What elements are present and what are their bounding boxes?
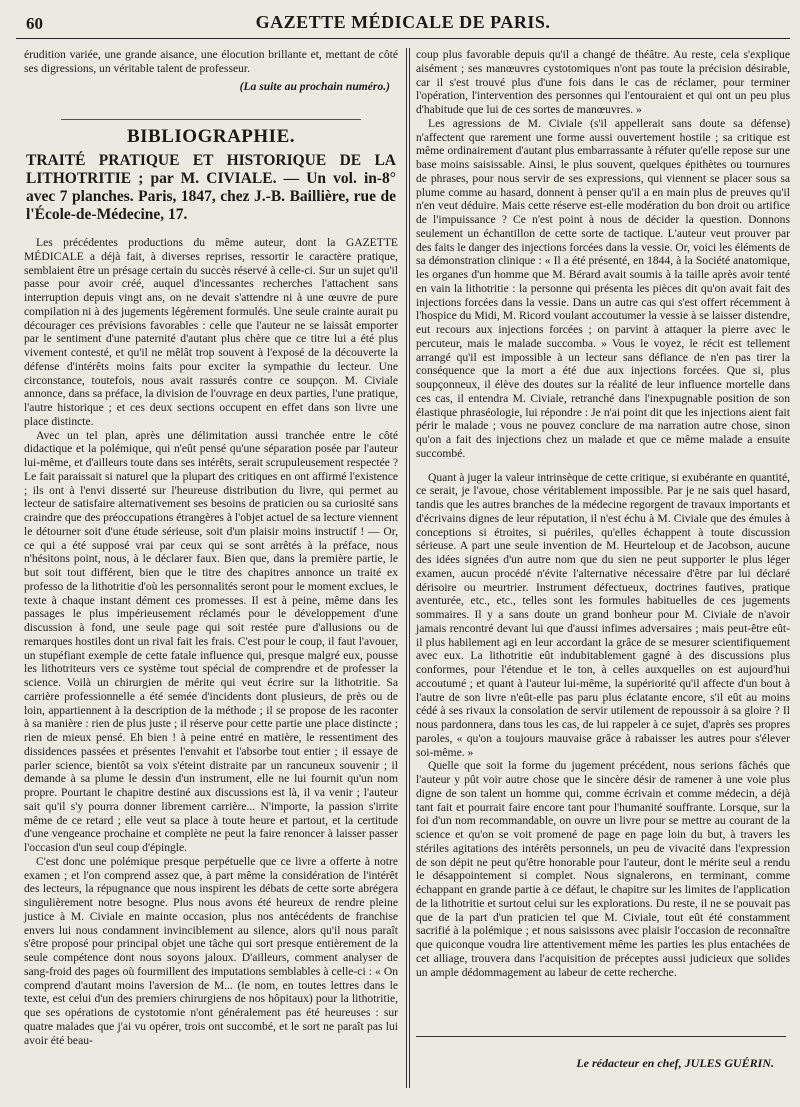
- masthead: [16, 8, 790, 39]
- editor-signature: Le rédacteur en chef, JULES GUÉRIN.: [576, 1056, 774, 1070]
- left-column: [24, 48, 398, 1047]
- review-paragraph-1: Les précédentes productions du même auteur, dont la GAZETTE MÉDICALE a déjà fait, à diverses reprises, ressortir le caractère pratique, semblaient être un présage certain du succès réservé à celle-ci. Sur un sujet qu'il passe pour avoir créé, auquel d'incessantes recherches l'attachent sans interruption depuis vingt ans, on ne devait s'attendre ni à une œuvre de pure compilation ni à des jugements légèrement formulés. Une seule crainte aurait pu décourager ces prévisions favorables : celle que l'auteur ne se laissât emporter par le sentiment d'une paternité d'autant plus chère que ce titre lui a été plus vivement contesté, et qu'il ne mêlât trop souvent à l'exposé de la découverte la défense d'intérêts moins faits pour exciter la sympathie du lecteur. Une circonstance, toutefois, nous avait rassurés contre ce soupçon. M. Civiale annonce, dans sa préface, la division de l'ouvrage en deux parties, l'une pratique, l'autre historique ; et ces deux sections occupent en effet dans son livre une place distincte.: [24, 236, 398, 428]
- publication-title: GAZETTE MÉDICALE DE PARIS.: [255, 12, 551, 32]
- review-paragraph-3: C'est donc une polémique presque perpétuelle que ce livre a offerte à notre examen ; et l'on comprend assez que, à part même la considération de l'intérêt des lecteurs, la répugnance que nous inspirent les débats de cette sorte abrégera singulièrement notre besogne. Plus nous avons été heureux de rendre pleine justice à M. Civiale en mainte occasion, plus nos antécédents de franchise envers lui nous condamnent invinciblement au silence, alors qu'il nous paraît s'être proposé pour principal objet une tâche qui sort presque entièrement de la seule compétence dont nous soyons jaloux. D'ailleurs, comment analyser de sang-froid des pages où fourmillent des imputations semblables à celle-ci : « On comprend d'autant moins l'aversion de M... (le nom, en toutes lettres dans le texte, est celui d'un des premiers chirurgiens de nos hôpitaux) pour la lithotritie, que ses opérations de cystotomie n'ont généralement pas été heureuses : sur quatre malades que j'ai vu opérer, trois ont succombé, et le sort ne paraît pas lui avoir été beau-: [24, 854, 398, 1047]
- signature-rule: [416, 1036, 786, 1037]
- book-reference: TRAITÉ PRATIQUE ET HISTORIQUE DE LA LITHOTRITIE ; par M. CIVIALE. — Un vol. in-8° avec 7 planches. Paris, 1847, chez J.-B. Baillière, rue de l'École-de-Médecine, 17.: [26, 152, 396, 223]
- column-divider: [406, 48, 410, 1088]
- continuation-note: (La suite au prochain numéro.): [239, 79, 390, 93]
- review-paragraph-2: Avec un tel plan, après une délimitation aussi tranchée entre le côté didactique et la polémique, qui n'eût pensé qu'une séparation posée par l'auteur lui-même, et d'ailleurs toute dans ses intérêts, serait scrupuleusement respectée ? Le fait paraissait si naturel que la plupart des critiques en ont affirmé l'existence ; ils ont à l'envi disserté sur l'heureuse distribution du livre, qui permet au lecteur de satisfaire alternativement ses besoins de praticien ou sa curiosité sans craindre que des préoccupations étrangères à l'objet actuel de sa lecture viennent le détourner soit d'une étude sérieuse, soit d'un plaisir moins instructif ! — Or, ce qui a été supposé vrai par ceux qui se sont arrêtés à la préface, nous n'hésitons point, nous, à le déclarer faux. Bien que, dans la première partie, le but soit tout différent, bien que le titre des chapitres annonce un traité ex professo de la lithotritie d'où les personnalités seront pour le moment exclues, le texte à chaque instant dément ces promesses. Il est à peine, même dans les passages le plus impérieusement réclamés pour le développement d'une discussion à fond, une seule page qui soit restée pure d'allusions ou de remarques hostiles dont un rival fait les frais. C'est pour le coup, il faut l'avouer, un stupéfiant exemple de cette fatale influence qui, presque malgré eux, pousse les lithotriteurs vers ce système tout spécial de comprendre et de professer la science. Voilà un chirurgien de mérite qui veut écrire sur la lithotritie. Sa carrière professionnelle a été semée d'incidents dont plusieurs, de près ou de loin, appartiennent à la description de la méthode ; il se propose de les raconter à sa manière : rien de plus juste ; il réserve pour cette partie une place distincte ; rien de mieux pensé. Eh bien ! à peine entré en matière, le ressentiment des dissidences passées et présentes l'envahit et l'absorbe tout entier ; il essaye de parler science, bientôt sa voix s'éteint distraite par un rancuneux souvenir ; il demande à sa plume le dessin d'un instrument, elle ne lui fournit qu'un nom propre. Pourtant le chapitre destiné aux discussions est là, il va venir ; l'auteur sait qu'il s'y pourra donner librement carrière... N'importe, la passion s'irrite même de ce retard ; elle veut sa place à toute heure et partout, et la certitude d'une vengeance prochaine et complète ne peut la faire renoncer à laisser passer l'occasion d'un seul coup d'épingle.: [24, 428, 398, 854]
- review-paragraph-7: Quelle que soit la forme du jugement précédent, nous serions fâchés que l'auteur y pût voir autre chose que le sincère désir de ramener à une voie plus digne de son talent un homme qui, comme écrivain et comme médecin, a déjà tant fait et pourrait faire encore tant pour l'humanité souffrante. Lorsque, sur la foi d'un nom recommandable, on ouvre un livre pour se mettre au courant de la science et qu'on se voit promené de page en page loin du but, à travers les stériles agitations des intérêts personnels, un peu de vivacité dans l'expression de son dépit ne peut qu'être honorable pour l'auteur, dont le mérite seul a rendu le désappointement si complet. Nous signalerons, en terminant, comme échappant en grande partie à ce défaut, le chapitre sur les limites de l'application de la lithotritie et surtout celui sur les explorations. Du reste, il ne se pouvait pas que de la part d'un praticien tel que M. Civiale, tout eût été constamment sacrifié à la polémique ; et nous saisissons avec plaisir l'occasion de reconnaître que quiconque voudra lire attentivement même les parties les plus entachées de cet alliage, trouvera dans l'acquisition de préceptes aussi judicieux que solides un ample dédommagement au labeur de cette recherche.: [416, 759, 790, 979]
- section-title: BIBLIOGRAPHIE.: [61, 119, 361, 144]
- right-column: [416, 48, 790, 979]
- paragraph-continued: érudition variée, une grande aisance, une élocution brillante et, mettant de côté ses digressions, un véritable talent de professeur.: [24, 48, 398, 75]
- page-number: 60: [26, 14, 43, 33]
- review-paragraph-5: Les agressions de M. Civiale (s'il appellerait sans doute sa défense) n'affectent que rarement une forme aussi ouvertement hostile ; sa critique est même ordinairement d'autant plus embarrassante à réfuter qu'elle repose sur une base moins saisissable. Ainsi, le plus souvent, quelques épithètes ou tournures de phrases, pour nous servir de ses expressions, qui viennent se placer sous sa plume comme au hasard, donnent à penser qu'il a en main plus de preuves qu'il n'en veut déduire. Mais cette réserve est-elle modération du bon droit ou artifice de l'impuissance ? Ce n'est point à nous de décider la question. Donnons seulement un échantillon de cette sorte de tactique. L'auteur veut prouver par des faits le danger des injections forcées dans la vessie. Or, voici les éléments de sa démonstration clinique : « Il a été présenté, en 1844, à la Société anatomique, les organes d'un homme que M. Bérard avait soumis à la taille après avoir tenté en vain la lithotritie : la personne qui présenta les pièces dit qu'on avait fait des injections forcées dans la vessie. Dans un autre cas qui s'est offert récemment à l'hospice du Midi, M. Ricord voulant accoutumer la vessie à se laisser distendre, eut recours aux injections forcées ; on parvint à attaquer la pierre avec le percuteur, mais le malade succomba. » Vous le voyez, le récit est tellement arrangé qu'il est impossible à un lecteur sans défiance de n'en pas tirer la conséquence que la mort a été due aux injections forcées. Que si, plus soupçonneux, il élève des doutes sur la réalité de leur influence mortelle dans ces cas, il entendra M. Civiale, retranché dans l'inexpugnable position de son élastique phraséologie, lui répondre : Je n'ai point dit que les injections aient fait périr le malade ; vous ne pouvez conclure de ma narration autre chose, sinon qu'on a fait des injections chez un malade et que ce même malade a ensuite succombé.: [416, 116, 790, 460]
- review-paragraph-4: coup plus favorable depuis qu'il a changé de théâtre. Au reste, cela s'explique aisément ; ses manœuvres cystotomiques n'ont pas toute la précision désirable, car il s'est trouvé plus d'une fois dans le cas de réclamer, pour terminer l'opération, l'intervention des personnes qui l'entouraient et qui ont un peu plus d'habitude que lui de ces sortes de manœuvres. »: [416, 48, 790, 116]
- review-paragraph-6: Quant à juger la valeur intrinsèque de cette critique, si exubérante en quantité, ce serait, je l'avoue, chose véritablement impossible. Par je ne sais quel hasard, tandis que les autres branches de la médecine regorgent de travaux importants et d'écrivains dignes de leur réputation, il n'est échu à M. Civiale que des émules à conceptions si étroites, si puériles, qu'elles échappent à toute discussion sérieuse. A part une seule invention de M. Heurteloup et de Jacobson, aucune des idées signées d'un autre nom que du sien ne peut supporter le plus léger examen, aucun procédé n'évite l'alternative nécessaire d'être par lui déclaré dérisoire ou meurtrier. Instrument défectueux, doctrines fautives, pratique aventurée, etc., etc., telles sont les formules habituelles de ces jugements sommaires. Il y a sans doute un grand bonheur pour M. Civiale de n'avoir jamais rencontré devant lui que d'aussi infimes adversaires ; mais peut-être eût-il plus habilement agi en leur accordant la grâce de se mesurer scientifiquement avec eux. La lithotritie eût indubitablement gagné à des discussions plus conformes, pour l'étendue et le ton, à celles auxquelles on est aujourd'hui accoutumé ; et quant à l'auteur lui-même, la supériorité qu'il affecte d'un bout à l'autre de son livre n'eût-elle pas paru plus éclatante encore, s'il eût au moins cédé à ses rivaux la consolation de servir utilement de repoussoir à sa gloire ? Il nous pardonnera, dans tous les cas, de lui rappeler à ce sujet, d'après ses propres paroles, « qu'on a toujours mauvaise grâce à rabaisser les autres pour s'élever soi-même. »: [416, 470, 790, 759]
